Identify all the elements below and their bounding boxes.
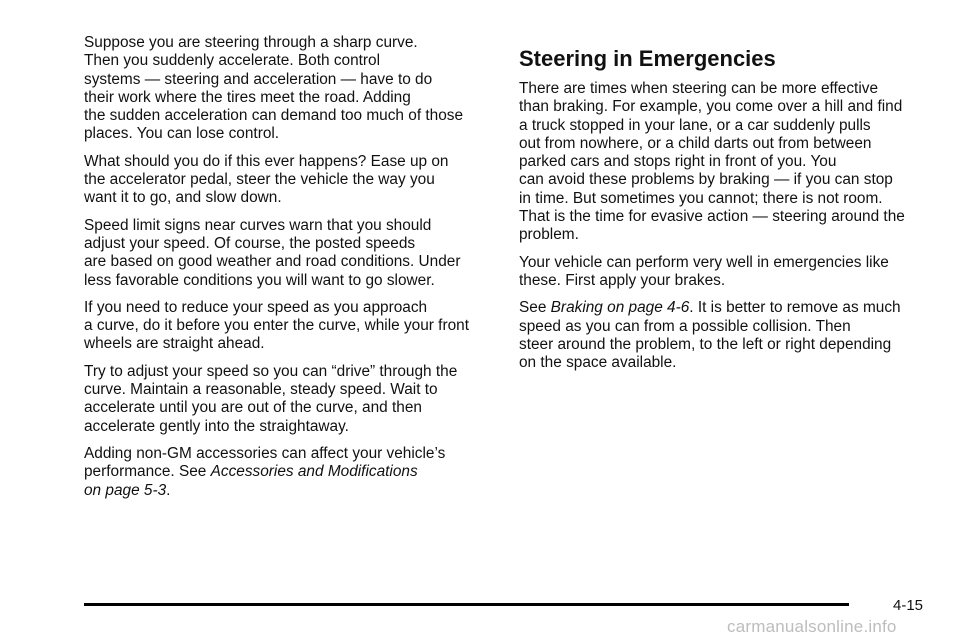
text-line: [84, 482, 496, 500]
text-line: out from nowhere, or a child darts out from between: [519, 134, 872, 152]
text-line: [519, 299, 929, 317]
paragraph-sharp-curve: [84, 34, 496, 144]
text-line: Suppose you are steering through a sharp curve.: [84, 34, 418, 51]
right-column: [519, 34, 929, 381]
text-line: speed as you can from a possible collision. Then: [519, 317, 851, 335]
left-column: [84, 34, 496, 509]
text-line: on the space available.: [519, 354, 677, 372]
text-line: adjust your speed. Of course, the posted speeds: [84, 234, 416, 252]
text-line: in time. But sometimes you cannot; there is not room.: [519, 189, 883, 207]
accessories-reference-link[interactable]: Accessories and Modifications: [210, 463, 418, 481]
inline-text: performance. See: [84, 463, 211, 481]
paragraph-accessories: [84, 445, 496, 500]
text-line: parked cars and stops right in front of you. You: [519, 153, 837, 171]
text-line: Try to adjust your speed so you can “drive” through the: [84, 362, 458, 380]
text-line: [84, 463, 496, 481]
page-number: 4-15: [893, 597, 924, 614]
text-line: If you need to reduce your speed as you approach: [84, 298, 428, 316]
text-line: curve. Maintain a reasonable, steady speed. Wait to: [84, 381, 438, 399]
accessories-page-reference-link[interactable]: on page 5-3: [84, 481, 167, 499]
paragraph-adjust-speed: [84, 363, 496, 436]
text-line: can avoid these problems by braking — if you can stop: [519, 171, 893, 189]
text-line: wheels are straight ahead.: [84, 335, 265, 353]
text-line: a curve, do it before you enter the curve, while your front: [84, 317, 469, 335]
inline-text: . It is better to remove as much: [689, 299, 901, 317]
text-line: Adding non-GM accessories can affect your vehicle’s: [84, 444, 446, 462]
paragraph-braking-reference: [519, 299, 929, 372]
text-line: Then you suddenly accelerate. Both control: [84, 52, 381, 70]
text-line: than braking. For example, you come over a hill and find: [519, 98, 903, 116]
text-line: Your vehicle can perform very well in emergencies like: [519, 253, 889, 271]
paragraph-apply-brakes: [519, 254, 929, 291]
text-line: places. You can lose control.: [84, 125, 280, 143]
text-line: steer around the problem, to the left or right depending: [519, 335, 892, 353]
footer-rule: [84, 603, 849, 606]
watermark: carmanualsonline.info: [727, 617, 897, 636]
text-line: less favorable conditions you will want to go slower.: [84, 271, 435, 289]
text-line: accelerate until you are out of the curve, and then: [84, 399, 422, 417]
text-line: problem.: [519, 226, 579, 244]
text-line: are based on good weather and road conditions. Under: [84, 253, 461, 271]
inline-text: .: [166, 481, 171, 499]
text-line: What should you do if this ever happens? Ease up on: [84, 152, 449, 170]
text-line: the sudden acceleration can demand too much of those: [84, 107, 464, 125]
inline-text: See: [519, 299, 551, 317]
paragraph-steering-vs-braking: [519, 80, 929, 245]
text-line: their work where the tires meet the road. Adding: [84, 88, 411, 106]
braking-reference-link[interactable]: Braking on page 4-6: [550, 299, 690, 317]
paragraph-what-to-do: [84, 153, 496, 208]
paragraph-speed-limit: [84, 217, 496, 290]
text-line: a truck stopped in your lane, or a car suddenly pulls: [519, 116, 871, 134]
text-line: the accelerator pedal, steer the vehicle the way you: [84, 171, 435, 189]
text-line: want it to go, and slow down.: [84, 189, 282, 207]
paragraph-reduce-speed: [84, 299, 496, 354]
text-line: Speed limit signs near curves warn that you should: [84, 216, 432, 234]
text-line: accelerate gently into the straightaway.: [84, 417, 349, 435]
text-line: systems — steering and acceleration — have to do: [84, 70, 433, 88]
text-line: That is the time for evasive action — steering around the: [519, 208, 905, 226]
text-line: these. First apply your brakes.: [519, 271, 726, 289]
section-heading: Steering in Emergencies: [519, 46, 776, 71]
text-line: There are times when steering can be more effective: [519, 80, 879, 97]
